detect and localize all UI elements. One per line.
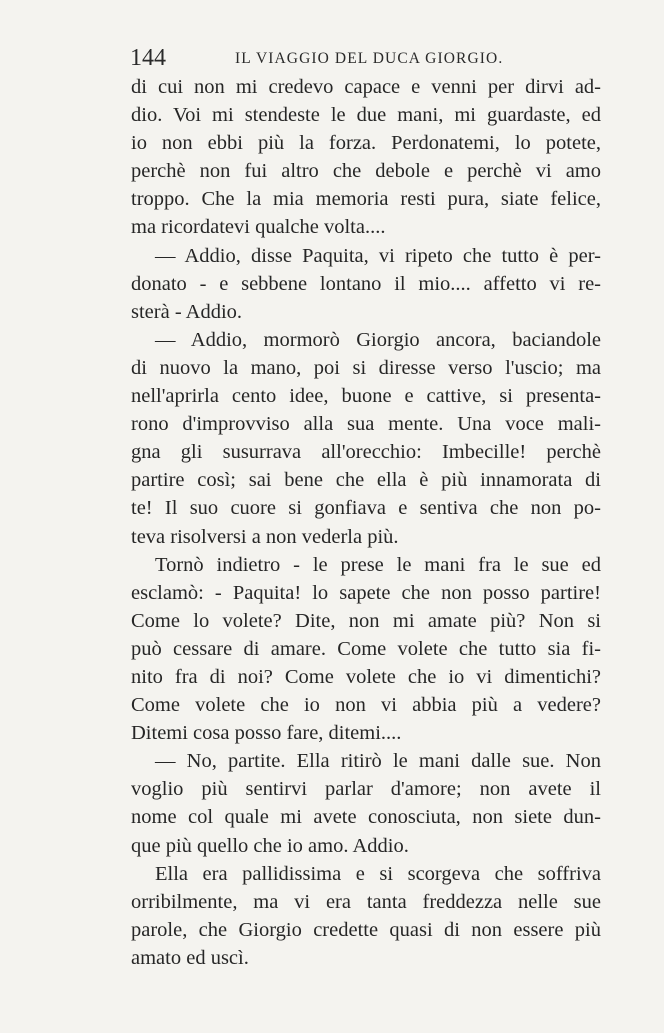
text-line: donato - e sebbene lontano il mio.... affetto vi re-	[131, 272, 601, 295]
text-line: parole, che Giorgio credette quasi di non essere più	[131, 918, 601, 941]
text-line: — Addio, mormorò Giorgio ancora, baciandole	[155, 328, 601, 351]
text-line: gna gli susurrava all'orecchio: Imbecille! perchè	[131, 441, 601, 464]
text-line: nell'aprirla cento idee, buone e cattive, si presenta-	[131, 385, 601, 408]
text-line: Ditemi cosa posso fare, ditemi....	[131, 722, 402, 745]
text-line: Ella era pallidissima e si scorgeva che soffriva	[155, 862, 601, 885]
body-text	[131, 73, 601, 972]
text-line: — Addio, disse Paquita, vi ripeto che tutto è per-	[155, 244, 601, 267]
text-line: — No, partite. Ella ritirò le mani dalle sue. Non	[155, 750, 601, 773]
text-line: dio. Voi mi stendeste le due mani, mi guardaste, ed	[131, 104, 601, 127]
text-line: può cessare di amare. Come volete che tutto sia fi-	[131, 637, 601, 660]
text-line: amato ed uscì.	[131, 946, 249, 969]
running-title: IL VIAGGIO DEL DUCA GIORGIO.	[235, 50, 504, 67]
page-header	[130, 44, 530, 72]
page-number: 144	[130, 45, 166, 71]
text-line: nito fra di noi? Come volete che io vi dimentichi?	[131, 665, 601, 688]
text-line: ma ricordatevi qualche volta....	[131, 216, 386, 239]
text-line: di cui non mi credevo capace e venni per dirvi ad-	[131, 76, 601, 98]
text-line: rono d'improvviso alla sua mente. Una voce mali-	[131, 413, 601, 436]
text-line: di nuovo la mano, poi si diresse verso l'uscio; ma	[131, 356, 601, 379]
text-line: troppo. Che la mia memoria resti pura, siate felice,	[131, 188, 601, 211]
text-line: te! Il suo cuore si gonfiava e sentiva che non po-	[131, 497, 601, 520]
text-line: teva risolversi a non vederla più.	[131, 525, 399, 548]
text-line: sterà - Addio.	[131, 300, 243, 323]
text-line: que più quello che io amo. Addio.	[131, 834, 409, 857]
text-line: perchè non fui altro che debole e perchè vi amo	[131, 160, 601, 183]
text-line: partire così; sai bene che ella è più innamorata di	[131, 469, 601, 492]
text-line: esclamò: - Paquita! lo sapete che non posso partire!	[131, 581, 601, 604]
text-line: Come volete che io non vi abbia più a vedere?	[131, 694, 601, 717]
text-line: voglio più sentirvi parlar d'amore; non avete il	[131, 778, 601, 801]
text-line: orribilmente, ma vi era tanta freddezza nelle sue	[131, 890, 601, 913]
text-line: Come lo volete? Dite, non mi amate più? Non si	[131, 609, 601, 632]
text-line: Tornò indietro - le prese le mani fra le sue ed	[155, 553, 601, 576]
text-line: nome col quale mi avete conosciuta, non siete dun-	[131, 806, 601, 829]
text-line: io non ebbi più la forza. Perdonatemi, lo potete,	[131, 132, 601, 155]
